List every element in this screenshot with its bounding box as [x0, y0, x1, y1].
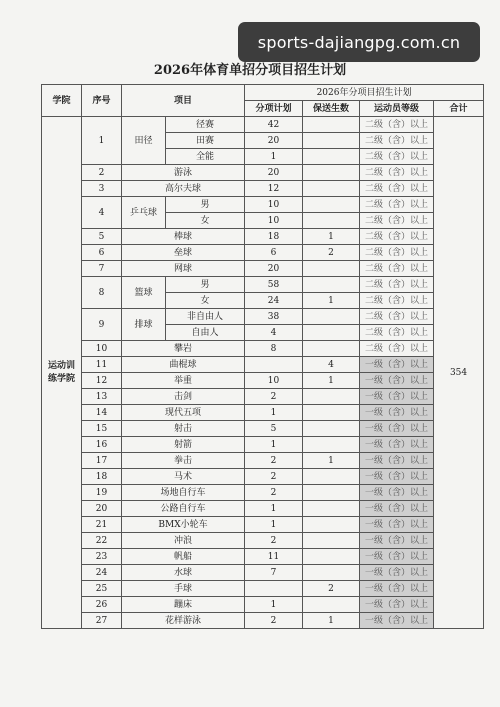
seq-cell: 10 [82, 341, 122, 357]
group-cell: 田径 [122, 117, 166, 165]
guaranteed-cell [303, 197, 360, 213]
seq-cell: 12 [82, 373, 122, 389]
quota-cell: 20 [245, 133, 303, 149]
grade-cell: 一级（含）以上 [360, 405, 434, 421]
total-cell: 354 [434, 117, 484, 629]
seq-cell: 1 [82, 117, 122, 165]
item-cell: 场地自行车 [122, 485, 245, 501]
item-cell: 射箭 [122, 437, 245, 453]
guaranteed-cell: 1 [303, 293, 360, 309]
item-cell: 高尔夫球 [122, 181, 245, 197]
guaranteed-cell [303, 277, 360, 293]
table-row [42, 165, 484, 181]
guaranteed-cell [303, 133, 360, 149]
grade-cell: 一级（含）以上 [360, 581, 434, 597]
seq-cell: 19 [82, 485, 122, 501]
item-cell: 棒球 [122, 229, 245, 245]
guaranteed-cell [303, 517, 360, 533]
watermark-banner: sports-dajiangpg.com.cn [238, 22, 480, 62]
grade-cell: 二级（含）以上 [360, 325, 434, 341]
guaranteed-cell [303, 565, 360, 581]
grade-cell: 一级（含）以上 [360, 565, 434, 581]
quota-cell: 2 [245, 613, 303, 629]
quota-cell: 10 [245, 373, 303, 389]
item-cell: 花样游泳 [122, 613, 245, 629]
quota-cell: 18 [245, 229, 303, 245]
seq-cell: 15 [82, 421, 122, 437]
table-row [42, 517, 484, 533]
quota-cell: 5 [245, 421, 303, 437]
seq-cell: 23 [82, 549, 122, 565]
table-row [42, 229, 484, 245]
grade-cell: 一级（含）以上 [360, 453, 434, 469]
seq-cell: 25 [82, 581, 122, 597]
item-cell: 举重 [122, 373, 245, 389]
item-cell: 女 [166, 213, 245, 229]
guaranteed-cell [303, 437, 360, 453]
guaranteed-cell [303, 533, 360, 549]
item-cell: 非自由人 [166, 309, 245, 325]
table-row [42, 373, 484, 389]
seq-cell: 3 [82, 181, 122, 197]
quota-cell: 2 [245, 485, 303, 501]
guaranteed-cell: 1 [303, 613, 360, 629]
header-quota: 分项计划 [245, 101, 303, 117]
grade-cell: 一级（含）以上 [360, 533, 434, 549]
header-college: 学院 [42, 85, 82, 117]
quota-cell: 2 [245, 389, 303, 405]
guaranteed-cell [303, 213, 360, 229]
item-cell: 男 [166, 197, 245, 213]
grade-cell: 一级（含）以上 [360, 485, 434, 501]
item-cell: 冲浪 [122, 533, 245, 549]
quota-cell: 2 [245, 533, 303, 549]
grade-cell: 二级（含）以上 [360, 213, 434, 229]
item-cell: 曲棍球 [122, 357, 245, 373]
item-cell: 蹦床 [122, 597, 245, 613]
table-row [42, 261, 484, 277]
quota-cell: 1 [245, 501, 303, 517]
table-row [42, 533, 484, 549]
quota-cell [245, 357, 303, 373]
guaranteed-cell [303, 117, 360, 133]
table-row [42, 437, 484, 453]
guaranteed-cell [303, 309, 360, 325]
header-plan-group: 2026年分项目招生计划 [245, 85, 484, 101]
seq-cell: 5 [82, 229, 122, 245]
seq-cell: 13 [82, 389, 122, 405]
table-row [42, 341, 484, 357]
item-cell: 射击 [122, 421, 245, 437]
seq-cell: 6 [82, 245, 122, 261]
seq-cell: 22 [82, 533, 122, 549]
quota-cell: 1 [245, 517, 303, 533]
table-row [42, 277, 484, 293]
item-cell: 垒球 [122, 245, 245, 261]
item-cell: 游泳 [122, 165, 245, 181]
table-row [42, 485, 484, 501]
item-cell: BMX小轮车 [122, 517, 245, 533]
grade-cell: 二级（含）以上 [360, 149, 434, 165]
table-row [42, 245, 484, 261]
grade-cell: 二级（含）以上 [360, 309, 434, 325]
table-row [42, 389, 484, 405]
table-row [42, 597, 484, 613]
quota-cell: 20 [245, 165, 303, 181]
guaranteed-cell [303, 325, 360, 341]
grade-cell: 二级（含）以上 [360, 277, 434, 293]
quota-cell: 7 [245, 565, 303, 581]
item-cell: 手球 [122, 581, 245, 597]
grade-cell: 二级（含）以上 [360, 197, 434, 213]
header-seq: 序号 [82, 85, 122, 117]
quota-cell: 11 [245, 549, 303, 565]
grade-cell: 二级（含）以上 [360, 165, 434, 181]
quota-cell: 38 [245, 309, 303, 325]
header-grade: 运动员等级 [360, 101, 434, 117]
guaranteed-cell [303, 405, 360, 421]
grade-cell: 一级（含）以上 [360, 613, 434, 629]
guaranteed-cell: 2 [303, 245, 360, 261]
group-cell: 乒乓球 [122, 197, 166, 229]
quota-cell: 8 [245, 341, 303, 357]
college-cell: 运动训练学院 [42, 117, 82, 629]
item-cell: 现代五项 [122, 405, 245, 421]
guaranteed-cell [303, 421, 360, 437]
enrollment-plan-table [41, 84, 484, 629]
table-row [42, 613, 484, 629]
guaranteed-cell [303, 469, 360, 485]
table-row [42, 117, 484, 133]
grade-cell: 二级（含）以上 [360, 245, 434, 261]
table-row [42, 469, 484, 485]
item-cell: 攀岩 [122, 341, 245, 357]
guaranteed-cell [303, 181, 360, 197]
item-cell: 田赛 [166, 133, 245, 149]
quota-cell: 2 [245, 469, 303, 485]
grade-cell: 一级（含）以上 [360, 469, 434, 485]
table-row [42, 501, 484, 517]
seq-cell: 11 [82, 357, 122, 373]
item-cell: 帆船 [122, 549, 245, 565]
grade-cell: 二级（含）以上 [360, 229, 434, 245]
guaranteed-cell [303, 165, 360, 181]
guaranteed-cell [303, 597, 360, 613]
guaranteed-cell: 4 [303, 357, 360, 373]
quota-cell: 10 [245, 197, 303, 213]
quota-cell: 1 [245, 405, 303, 421]
quota-cell: 42 [245, 117, 303, 133]
grade-cell: 一级（含）以上 [360, 501, 434, 517]
guaranteed-cell: 1 [303, 229, 360, 245]
seq-cell: 24 [82, 565, 122, 581]
item-cell: 公路自行车 [122, 501, 245, 517]
seq-cell: 26 [82, 597, 122, 613]
grade-cell: 二级（含）以上 [360, 341, 434, 357]
item-cell: 拳击 [122, 453, 245, 469]
item-cell: 马术 [122, 469, 245, 485]
page-title: 2026年体育单招分项目招生计划 [153, 63, 347, 78]
table-row [42, 309, 484, 325]
grade-cell: 一级（含）以上 [360, 517, 434, 533]
guaranteed-cell [303, 149, 360, 165]
guaranteed-cell [303, 261, 360, 277]
item-cell: 自由人 [166, 325, 245, 341]
guaranteed-cell: 1 [303, 373, 360, 389]
seq-cell: 27 [82, 613, 122, 629]
quota-cell: 1 [245, 597, 303, 613]
grade-cell: 二级（含）以上 [360, 261, 434, 277]
seq-cell: 9 [82, 309, 122, 341]
quota-cell: 1 [245, 437, 303, 453]
quota-cell: 24 [245, 293, 303, 309]
grade-cell: 一级（含）以上 [360, 421, 434, 437]
group-cell: 篮球 [122, 277, 166, 309]
seq-cell: 21 [82, 517, 122, 533]
seq-cell: 20 [82, 501, 122, 517]
grade-cell: 二级（含）以上 [360, 293, 434, 309]
seq-cell: 7 [82, 261, 122, 277]
seq-cell: 17 [82, 453, 122, 469]
quota-cell: 20 [245, 261, 303, 277]
guaranteed-cell [303, 485, 360, 501]
table-row [42, 421, 484, 437]
guaranteed-cell: 2 [303, 581, 360, 597]
table-row [42, 181, 484, 197]
item-cell: 男 [166, 277, 245, 293]
item-cell: 水球 [122, 565, 245, 581]
seq-cell: 16 [82, 437, 122, 453]
grade-cell: 二级（含）以上 [360, 181, 434, 197]
guaranteed-cell: 1 [303, 453, 360, 469]
grade-cell: 一级（含）以上 [360, 437, 434, 453]
table-body [42, 117, 484, 629]
seq-cell: 14 [82, 405, 122, 421]
grade-cell: 一级（含）以上 [360, 389, 434, 405]
guaranteed-cell [303, 389, 360, 405]
grade-cell: 一级（含）以上 [360, 357, 434, 373]
quota-cell: 6 [245, 245, 303, 261]
guaranteed-cell [303, 549, 360, 565]
seq-cell: 8 [82, 277, 122, 309]
table-row [42, 581, 484, 597]
guaranteed-cell [303, 501, 360, 517]
group-cell: 排球 [122, 309, 166, 341]
item-cell: 径赛 [166, 117, 245, 133]
table-row [42, 549, 484, 565]
quota-cell: 10 [245, 213, 303, 229]
quota-cell: 2 [245, 453, 303, 469]
item-cell: 全能 [166, 149, 245, 165]
item-cell: 女 [166, 293, 245, 309]
header-project: 项目 [122, 85, 245, 117]
quota-cell: 4 [245, 325, 303, 341]
table-row [42, 565, 484, 581]
seq-cell: 2 [82, 165, 122, 181]
header-total: 合计 [434, 101, 484, 117]
quota-cell [245, 581, 303, 597]
seq-cell: 4 [82, 197, 122, 229]
table-row [42, 405, 484, 421]
table-row [42, 453, 484, 469]
header-guaranteed: 保送生数 [303, 101, 360, 117]
item-cell: 网球 [122, 261, 245, 277]
table-row [42, 197, 484, 213]
quota-cell: 12 [245, 181, 303, 197]
item-cell: 击剑 [122, 389, 245, 405]
quota-cell: 1 [245, 149, 303, 165]
grade-cell: 二级（含）以上 [360, 117, 434, 133]
quota-cell: 58 [245, 277, 303, 293]
guaranteed-cell [303, 341, 360, 357]
grade-cell: 一级（含）以上 [360, 373, 434, 389]
grade-cell: 一级（含）以上 [360, 549, 434, 565]
seq-cell: 18 [82, 469, 122, 485]
table-row [42, 357, 484, 373]
grade-cell: 二级（含）以上 [360, 133, 434, 149]
grade-cell: 一级（含）以上 [360, 597, 434, 613]
